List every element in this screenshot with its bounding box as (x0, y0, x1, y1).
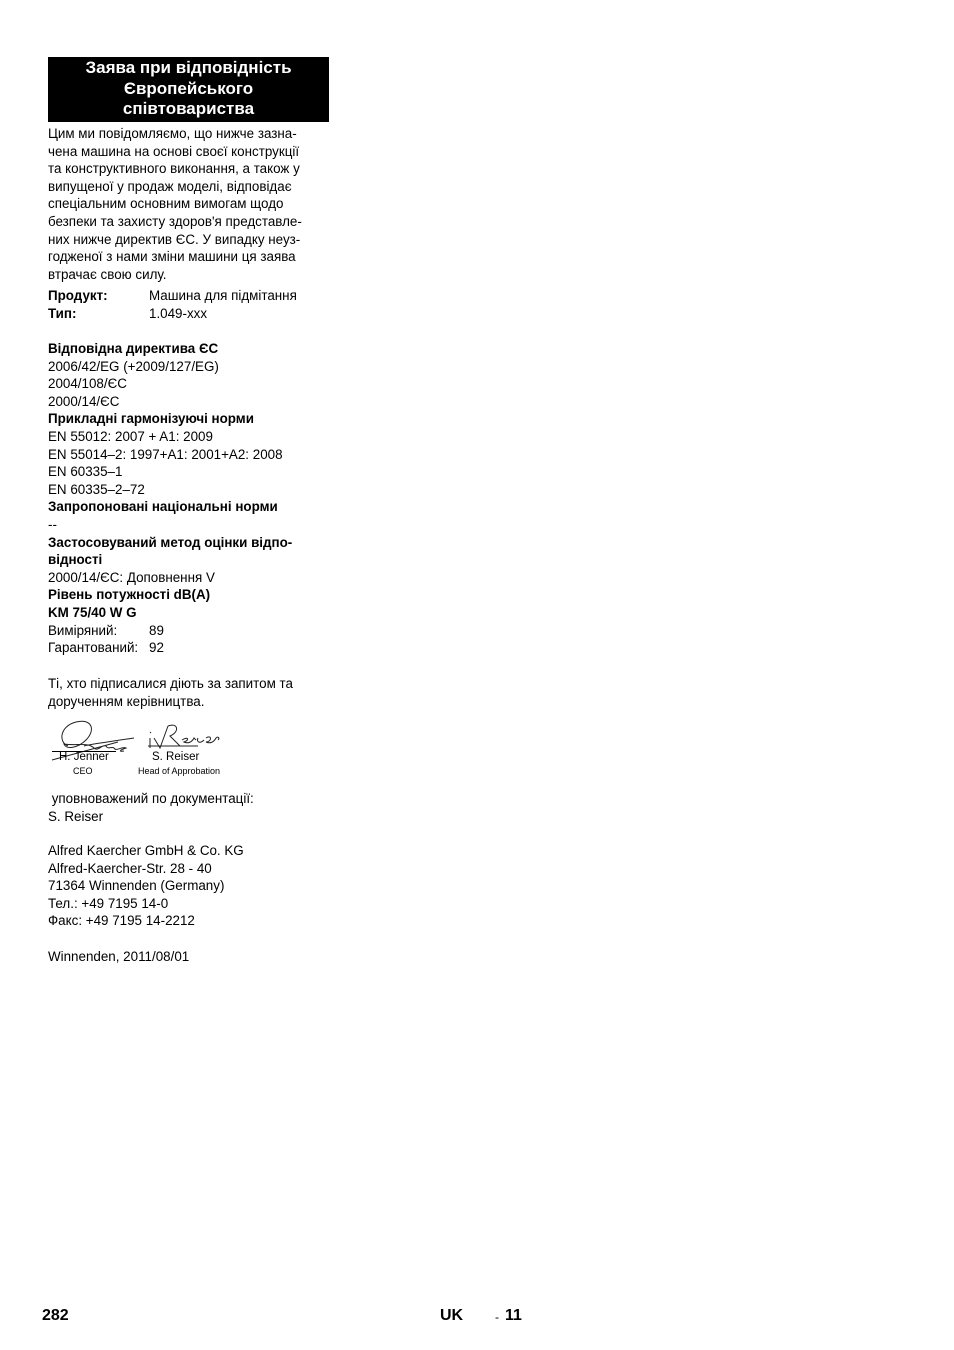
product-info (48, 287, 333, 322)
directive-item: 2004/108/ЄС (48, 376, 127, 392)
guaranteed-value: 92 (149, 640, 164, 656)
intro-line: безпеки та захисту здоров'я представле- (48, 213, 302, 229)
address-line: Факс: +49 7195 14-2212 (48, 913, 195, 929)
type-value: 1.049-xxx (149, 305, 208, 321)
signatories-note (48, 675, 333, 710)
harmonized-item: EN 60335–1 (48, 464, 123, 480)
reiser-name: S. Reiser (152, 751, 200, 763)
product-label: Продукт: (48, 288, 108, 303)
conformity-heading-line: Застосовуваний метод оцінки відпо- (48, 534, 293, 550)
documentation-label: уповноважений по документації: (48, 791, 254, 806)
documentation-name: S. Reiser (48, 808, 104, 824)
harmonized-item: EN 55012: 2007 + A1: 2009 (48, 428, 213, 444)
intro-line: годженої з нами зміни машини ця заява (48, 249, 296, 265)
intro-line: спеціальним основним вимогам щодо (48, 196, 284, 212)
harmonized-item: EN 60335–2–72 (48, 481, 145, 497)
national-heading: Запропоновані національні норми (48, 499, 278, 515)
intro-paragraph (48, 125, 333, 283)
intro-line: чена машина на основі своєї конструкції (48, 143, 300, 159)
directive-heading: Відповідна директива ЄС (48, 341, 219, 356)
documentation-section (48, 790, 333, 825)
jenner-name: H. Jenner (59, 751, 109, 763)
page-number: 282 (42, 1307, 69, 1324)
type-label: Тип: (48, 305, 77, 321)
conformity-heading-line: відності (48, 552, 103, 568)
address-line: Alfred-Kaercher-Str. 28 - 40 (48, 860, 212, 876)
note-line: дорученням керівництва. (48, 693, 205, 709)
measured-value: 89 (149, 622, 164, 638)
note-line: Ті, хто підписалися діють за запитом та (48, 676, 293, 691)
intro-line: випущеної у продаж моделі, відповідає (48, 178, 292, 194)
jenner-role: CEO (73, 766, 93, 776)
company-address (48, 842, 333, 930)
harmonized-heading: Прикладні гармонізуючі норми (48, 411, 254, 427)
section-page-number: 11 (505, 1307, 522, 1324)
guaranteed-label: Гарантований: (48, 640, 139, 656)
place-date-block (48, 948, 333, 966)
type-row (48, 305, 333, 323)
title-line-2: Європейського (123, 78, 254, 98)
signature-block (48, 716, 238, 782)
place-date: Winnenden, 2011/08/01 (48, 949, 190, 964)
product-value: Машина для підмітання (149, 288, 297, 303)
directive-item: 2006/42/EG (+2009/127/EG) (48, 358, 219, 374)
sound-model: KM 75/40 W G (48, 604, 137, 620)
address-line: 71364 Winnenden (Germany) (48, 878, 225, 894)
intro-line: втрачає свою силу. (48, 266, 167, 282)
conformity-value: 2000/14/ЄС: Доповнення V (48, 569, 215, 585)
intro-line: них нижче директив ЄС. У випадку неуз- (48, 231, 301, 247)
national-value: -- (48, 516, 57, 532)
title-line-1: Заява при відповідність (85, 58, 292, 77)
footer-separator: - (495, 1310, 499, 1324)
reiser-role: Head of Approbation (138, 766, 221, 776)
declaration-title (48, 57, 329, 122)
intro-line: Цим ми повідомляємо, що нижче зазна- (48, 126, 297, 141)
sound-heading: Рівень потужності dB(A) (48, 587, 211, 603)
title-line-3: співтовариства (122, 99, 255, 118)
product-row (48, 287, 333, 305)
address-line: Тел.: +49 7195 14-0 (48, 895, 169, 911)
measured-row (48, 622, 333, 640)
address-line: Alfred Kaercher GmbH & Co. KG (48, 843, 244, 858)
harmonized-item: EN 55014–2: 1997+A1: 2001+A2: 2008 (48, 446, 283, 462)
directive-item: 2000/14/ЄС (48, 393, 120, 409)
measured-label: Виміряний: (48, 622, 118, 638)
language-code: UK (440, 1307, 464, 1324)
intro-line: та конструктивного виконання, а також у (48, 161, 300, 177)
standards-section (48, 340, 333, 657)
guaranteed-row (48, 639, 333, 657)
